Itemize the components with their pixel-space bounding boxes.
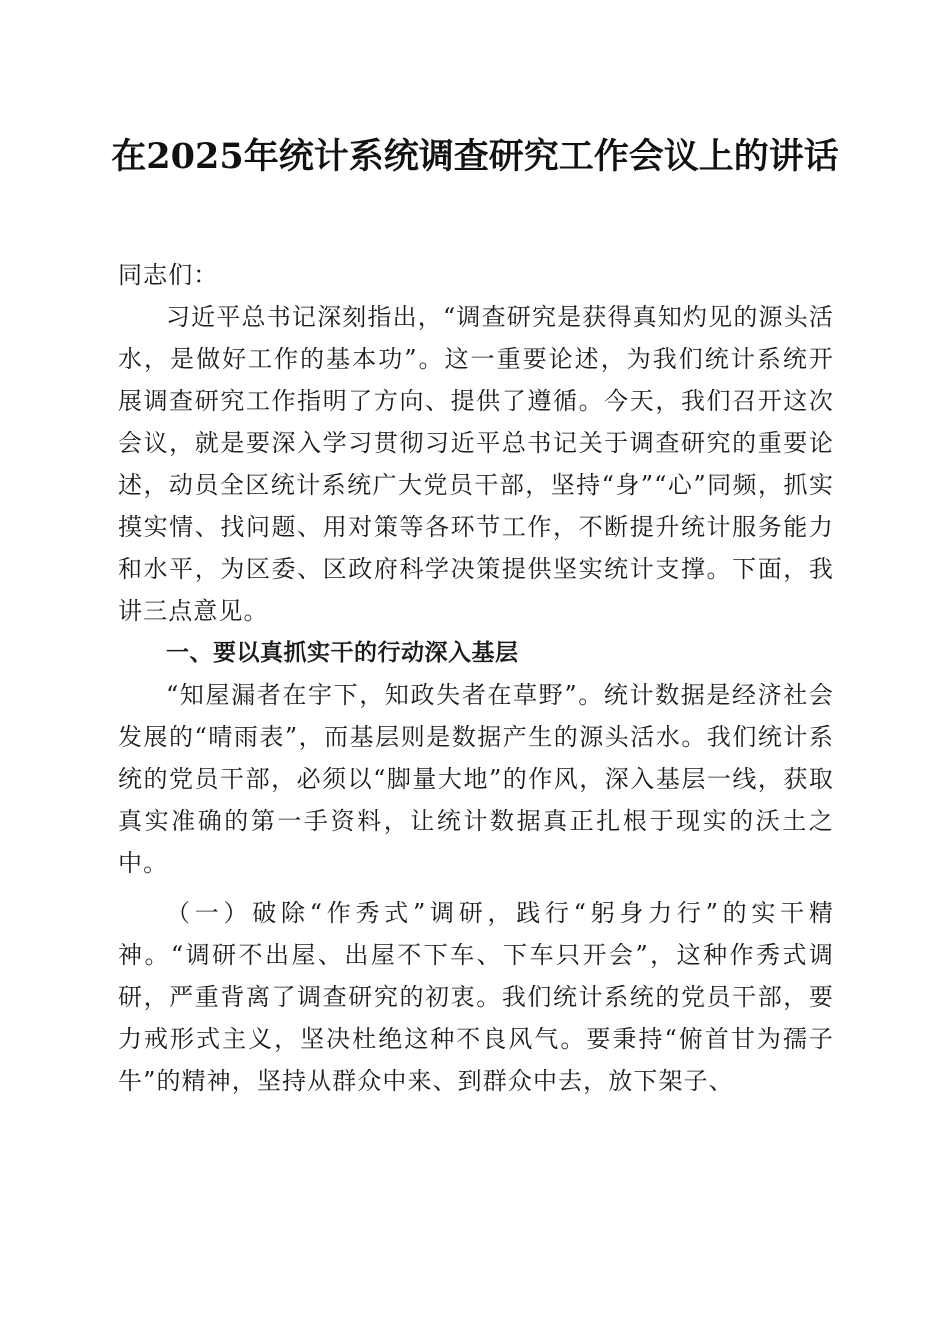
page-title: 在2025年统计系统调查研究工作会议上的讲话: [111, 136, 839, 177]
section-1-intro-paragraph: “知屋漏者在宇下，知政失者在草野”。统计数据是经济社会发展的“晴雨表”，而基层则是数据产生的源头活水。我们统计系统的党员干部，必须以“脚量大地”的作风，深入基层一线，获取真实准确的第一手资料，让统计数据真正扎根于现实的沃土之中。: [118, 681, 834, 877]
subsection-1-paragraph: （一）破除“作秀式”调研，践行“躬身力行”的实干精神。“调研不出屋、出屋不下车、下车只开会”，这种作秀式调研，严重背离了调查研究的初衷。我们统计系统的党员干部，要力戒形式主义，坚决杜绝这种不良风气。要秉持“俯首甘为孺子牛”的精神，坚持从群众中来、到群众中去，放下架子、: [118, 899, 834, 1095]
section-heading-1: 一、要以真抓实干的行动深入基层: [166, 640, 519, 666]
document-body: [118, 254, 834, 1102]
opening-paragraph: 习近平总书记深刻指出，“调查研究是获得真知灼见的源头活水，是做好工作的基本功”。这一重要论述，为我们统计系统开展调查研究工作指明了方向、提供了遵循。今天，我们召开这次会议，就是要深入学习贯彻习近平总书记关于调查研究的重要论述，动员全区统计系统广大党员干部，坚持“身”“心”同频，抓实摸实情、找问题、用对策等各环节工作，不断提升统计服务能力和水平，为区委、区政府科学决策提供坚实统计支撑。下面，我讲三点意见。: [118, 303, 834, 625]
salutation: 同志们：: [118, 261, 219, 289]
